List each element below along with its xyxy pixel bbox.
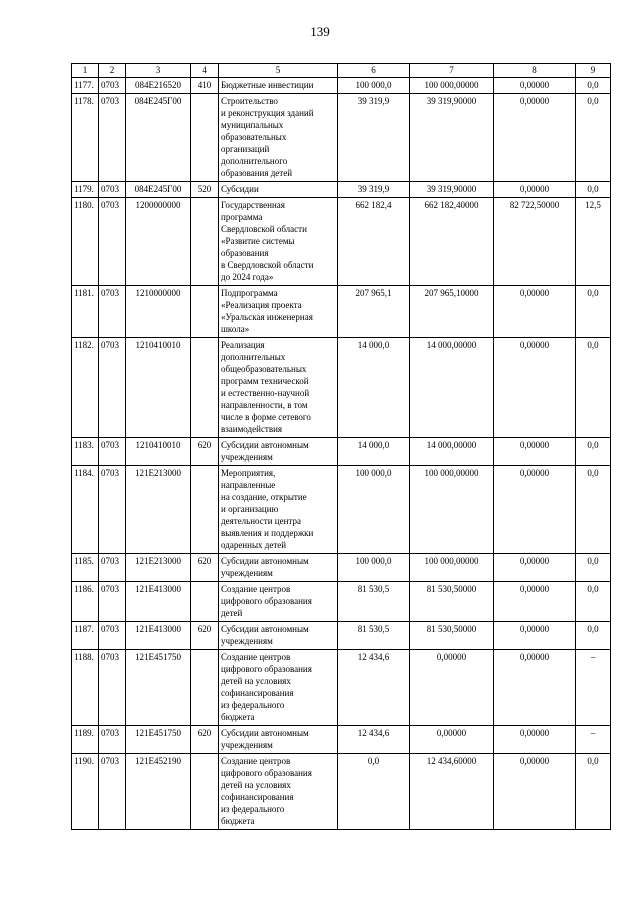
section-code-cell: 0703 bbox=[99, 182, 126, 198]
row-number-cell: 1185. bbox=[72, 554, 99, 582]
expense-type-cell: 410 bbox=[191, 78, 219, 94]
amount-planned-cell: 100 000,0 bbox=[338, 554, 410, 582]
row-number-cell: 1184. bbox=[72, 466, 99, 554]
amount-planned-cell: 14 000,0 bbox=[338, 438, 410, 466]
target-code-cell: 121E451750 bbox=[126, 650, 191, 726]
item-name-cell: Строительство и реконструкция зданий муниципальных образовательных организаций дополнительного образования детей bbox=[219, 94, 338, 182]
target-code-cell: 121E451750 bbox=[126, 726, 191, 754]
amount-approved-cell: 14 000,00000 bbox=[410, 438, 494, 466]
row-number-cell: 1187. bbox=[72, 622, 99, 650]
table-row bbox=[72, 754, 611, 830]
amount-planned-cell: 0,0 bbox=[338, 754, 410, 830]
expense-type-cell bbox=[191, 582, 219, 622]
amount-approved-cell: 0,00000 bbox=[410, 726, 494, 754]
table-row bbox=[72, 338, 611, 438]
amount-planned-cell: 39 319,9 bbox=[338, 94, 410, 182]
section-code-cell: 0703 bbox=[99, 650, 126, 726]
execution-percent-cell: 0,0 bbox=[576, 338, 611, 438]
budget-table bbox=[71, 63, 611, 830]
target-code-cell: 1210410010 bbox=[126, 438, 191, 466]
amount-planned-cell: 100 000,0 bbox=[338, 78, 410, 94]
column-header-9: 9 bbox=[576, 64, 611, 78]
target-code-cell: 084E245Г00 bbox=[126, 94, 191, 182]
execution-percent-cell: – bbox=[576, 650, 611, 726]
expense-type-cell: 620 bbox=[191, 554, 219, 582]
amount-executed-cell: 0,00000 bbox=[494, 554, 576, 582]
execution-percent-cell: 0,0 bbox=[576, 438, 611, 466]
execution-percent-cell: 0,0 bbox=[576, 466, 611, 554]
item-name-cell: Субсидии автономным учреждениям bbox=[219, 622, 338, 650]
column-header-6: 6 bbox=[338, 64, 410, 78]
target-code-cell: 084E245Г00 bbox=[126, 182, 191, 198]
execution-percent-cell: 0,0 bbox=[576, 182, 611, 198]
column-header-7: 7 bbox=[410, 64, 494, 78]
amount-planned-cell: 662 182,4 bbox=[338, 198, 410, 286]
section-code-cell: 0703 bbox=[99, 754, 126, 830]
amount-approved-cell: 39 319,90000 bbox=[410, 94, 494, 182]
section-code-cell: 0703 bbox=[99, 466, 126, 554]
row-number-cell: 1189. bbox=[72, 726, 99, 754]
amount-approved-cell: 100 000,00000 bbox=[410, 466, 494, 554]
section-code-cell: 0703 bbox=[99, 582, 126, 622]
execution-percent-cell: 0,0 bbox=[576, 582, 611, 622]
item-name-cell: Подпрограмма «Реализация проекта «Уральская инженерная школа» bbox=[219, 286, 338, 338]
item-name-cell: Субсидии автономным учреждениям bbox=[219, 554, 338, 582]
amount-planned-cell: 81 530,5 bbox=[338, 582, 410, 622]
row-number-cell: 1180. bbox=[72, 198, 99, 286]
expense-type-cell bbox=[191, 650, 219, 726]
item-name-cell: Бюджетные инвестиции bbox=[219, 78, 338, 94]
expense-type-cell bbox=[191, 466, 219, 554]
item-name-cell: Субсидии автономным учреждениям bbox=[219, 726, 338, 754]
table-row bbox=[72, 582, 611, 622]
amount-planned-cell: 14 000,0 bbox=[338, 338, 410, 438]
amount-executed-cell: 0,00000 bbox=[494, 286, 576, 338]
expense-type-cell bbox=[191, 198, 219, 286]
page-number: 139 bbox=[310, 24, 330, 39]
expense-type-cell bbox=[191, 754, 219, 830]
amount-executed-cell: 0,00000 bbox=[494, 754, 576, 830]
column-header-2: 2 bbox=[99, 64, 126, 78]
section-code-cell: 0703 bbox=[99, 726, 126, 754]
table-row bbox=[72, 726, 611, 754]
amount-approved-cell: 662 182,40000 bbox=[410, 198, 494, 286]
execution-percent-cell: 0,0 bbox=[576, 94, 611, 182]
item-name-cell: Государственная программа Свердловской области «Развитие системы образования в Свердловской области до 2024 года» bbox=[219, 198, 338, 286]
target-code-cell: 121E413000 bbox=[126, 622, 191, 650]
table-row bbox=[72, 622, 611, 650]
amount-executed-cell: 0,00000 bbox=[494, 338, 576, 438]
section-code-cell: 0703 bbox=[99, 338, 126, 438]
amount-planned-cell: 39 319,9 bbox=[338, 182, 410, 198]
column-header-1: 1 bbox=[72, 64, 99, 78]
column-header-3: 3 bbox=[126, 64, 191, 78]
target-code-cell: 121E213000 bbox=[126, 466, 191, 554]
amount-approved-cell: 81 530,50000 bbox=[410, 622, 494, 650]
row-number-cell: 1181. bbox=[72, 286, 99, 338]
amount-executed-cell: 0,00000 bbox=[494, 622, 576, 650]
amount-executed-cell: 0,00000 bbox=[494, 438, 576, 466]
column-header-8: 8 bbox=[494, 64, 576, 78]
table-header bbox=[72, 64, 611, 78]
table-row bbox=[72, 554, 611, 582]
amount-executed-cell: 0,00000 bbox=[494, 726, 576, 754]
expense-type-cell: 620 bbox=[191, 726, 219, 754]
table-row bbox=[72, 182, 611, 198]
target-code-cell: 121E452190 bbox=[126, 754, 191, 830]
row-number-cell: 1177. bbox=[72, 78, 99, 94]
table-row bbox=[72, 650, 611, 726]
table-row bbox=[72, 94, 611, 182]
amount-approved-cell: 0,00000 bbox=[410, 650, 494, 726]
expense-type-cell: 520 bbox=[191, 182, 219, 198]
item-name-cell: Реализация дополнительных общеобразовательных программ технической и естественно-научной направленности, в том числе в форме сетевого взаимодействия bbox=[219, 338, 338, 438]
item-name-cell: Мероприятия, направленные на создание, открытие и организацию деятельности центра выявления и поддержки одаренных детей bbox=[219, 466, 338, 554]
column-header-5: 5 bbox=[219, 64, 338, 78]
column-header-4: 4 bbox=[191, 64, 219, 78]
amount-planned-cell: 12 434,6 bbox=[338, 726, 410, 754]
amount-executed-cell: 82 722,50000 bbox=[494, 198, 576, 286]
target-code-cell: 084E216520 bbox=[126, 78, 191, 94]
item-name-cell: Создание центров цифрового образования детей bbox=[219, 582, 338, 622]
amount-executed-cell: 0,00000 bbox=[494, 182, 576, 198]
table-row bbox=[72, 198, 611, 286]
execution-percent-cell: 0,0 bbox=[576, 554, 611, 582]
item-name-cell: Субсидии bbox=[219, 182, 338, 198]
expense-type-cell: 620 bbox=[191, 438, 219, 466]
row-number-cell: 1179. bbox=[72, 182, 99, 198]
amount-approved-cell: 39 319,90000 bbox=[410, 182, 494, 198]
execution-percent-cell: 0,0 bbox=[576, 286, 611, 338]
table-row bbox=[72, 438, 611, 466]
amount-approved-cell: 12 434,60000 bbox=[410, 754, 494, 830]
amount-planned-cell: 207 965,1 bbox=[338, 286, 410, 338]
section-code-cell: 0703 bbox=[99, 94, 126, 182]
amount-planned-cell: 12 434,6 bbox=[338, 650, 410, 726]
item-name-cell: Субсидии автономным учреждениям bbox=[219, 438, 338, 466]
amount-executed-cell: 0,00000 bbox=[494, 78, 576, 94]
amount-executed-cell: 0,00000 bbox=[494, 94, 576, 182]
amount-approved-cell: 81 530,50000 bbox=[410, 582, 494, 622]
target-code-cell: 1210410010 bbox=[126, 338, 191, 438]
target-code-cell: 121E213000 bbox=[126, 554, 191, 582]
section-code-cell: 0703 bbox=[99, 286, 126, 338]
row-number-cell: 1186. bbox=[72, 582, 99, 622]
row-number-cell: 1178. bbox=[72, 94, 99, 182]
table-row bbox=[72, 78, 611, 94]
section-code-cell: 0703 bbox=[99, 198, 126, 286]
execution-percent-cell: 0,0 bbox=[576, 754, 611, 830]
expense-type-cell bbox=[191, 286, 219, 338]
table-row bbox=[72, 286, 611, 338]
execution-percent-cell: 0,0 bbox=[576, 622, 611, 650]
expense-type-cell: 620 bbox=[191, 622, 219, 650]
execution-percent-cell: – bbox=[576, 726, 611, 754]
amount-approved-cell: 207 965,10000 bbox=[410, 286, 494, 338]
amount-approved-cell: 100 000,00000 bbox=[410, 78, 494, 94]
amount-executed-cell: 0,00000 bbox=[494, 650, 576, 726]
execution-percent-cell: 0,0 bbox=[576, 78, 611, 94]
amount-planned-cell: 100 000,0 bbox=[338, 466, 410, 554]
amount-approved-cell: 100 000,00000 bbox=[410, 554, 494, 582]
target-code-cell: 1210000000 bbox=[126, 286, 191, 338]
target-code-cell: 121E413000 bbox=[126, 582, 191, 622]
header-row bbox=[72, 64, 611, 78]
row-number-cell: 1190. bbox=[72, 754, 99, 830]
execution-percent-cell: 12,5 bbox=[576, 198, 611, 286]
item-name-cell: Создание центров цифрового образования детей на условиях софинансирования из федерального бюджета bbox=[219, 754, 338, 830]
amount-executed-cell: 0,00000 bbox=[494, 466, 576, 554]
amount-planned-cell: 81 530,5 bbox=[338, 622, 410, 650]
amount-executed-cell: 0,00000 bbox=[494, 582, 576, 622]
target-code-cell: 1200000000 bbox=[126, 198, 191, 286]
expense-type-cell bbox=[191, 94, 219, 182]
expense-type-cell bbox=[191, 338, 219, 438]
section-code-cell: 0703 bbox=[99, 78, 126, 94]
section-code-cell: 0703 bbox=[99, 554, 126, 582]
table-row bbox=[72, 466, 611, 554]
row-number-cell: 1182. bbox=[72, 338, 99, 438]
row-number-cell: 1183. bbox=[72, 438, 99, 466]
item-name-cell: Создание центров цифрового образования детей на условиях софинансирования из федерального бюджета bbox=[219, 650, 338, 726]
table-body bbox=[72, 78, 611, 830]
section-code-cell: 0703 bbox=[99, 438, 126, 466]
amount-approved-cell: 14 000,00000 bbox=[410, 338, 494, 438]
row-number-cell: 1188. bbox=[72, 650, 99, 726]
section-code-cell: 0703 bbox=[99, 622, 126, 650]
